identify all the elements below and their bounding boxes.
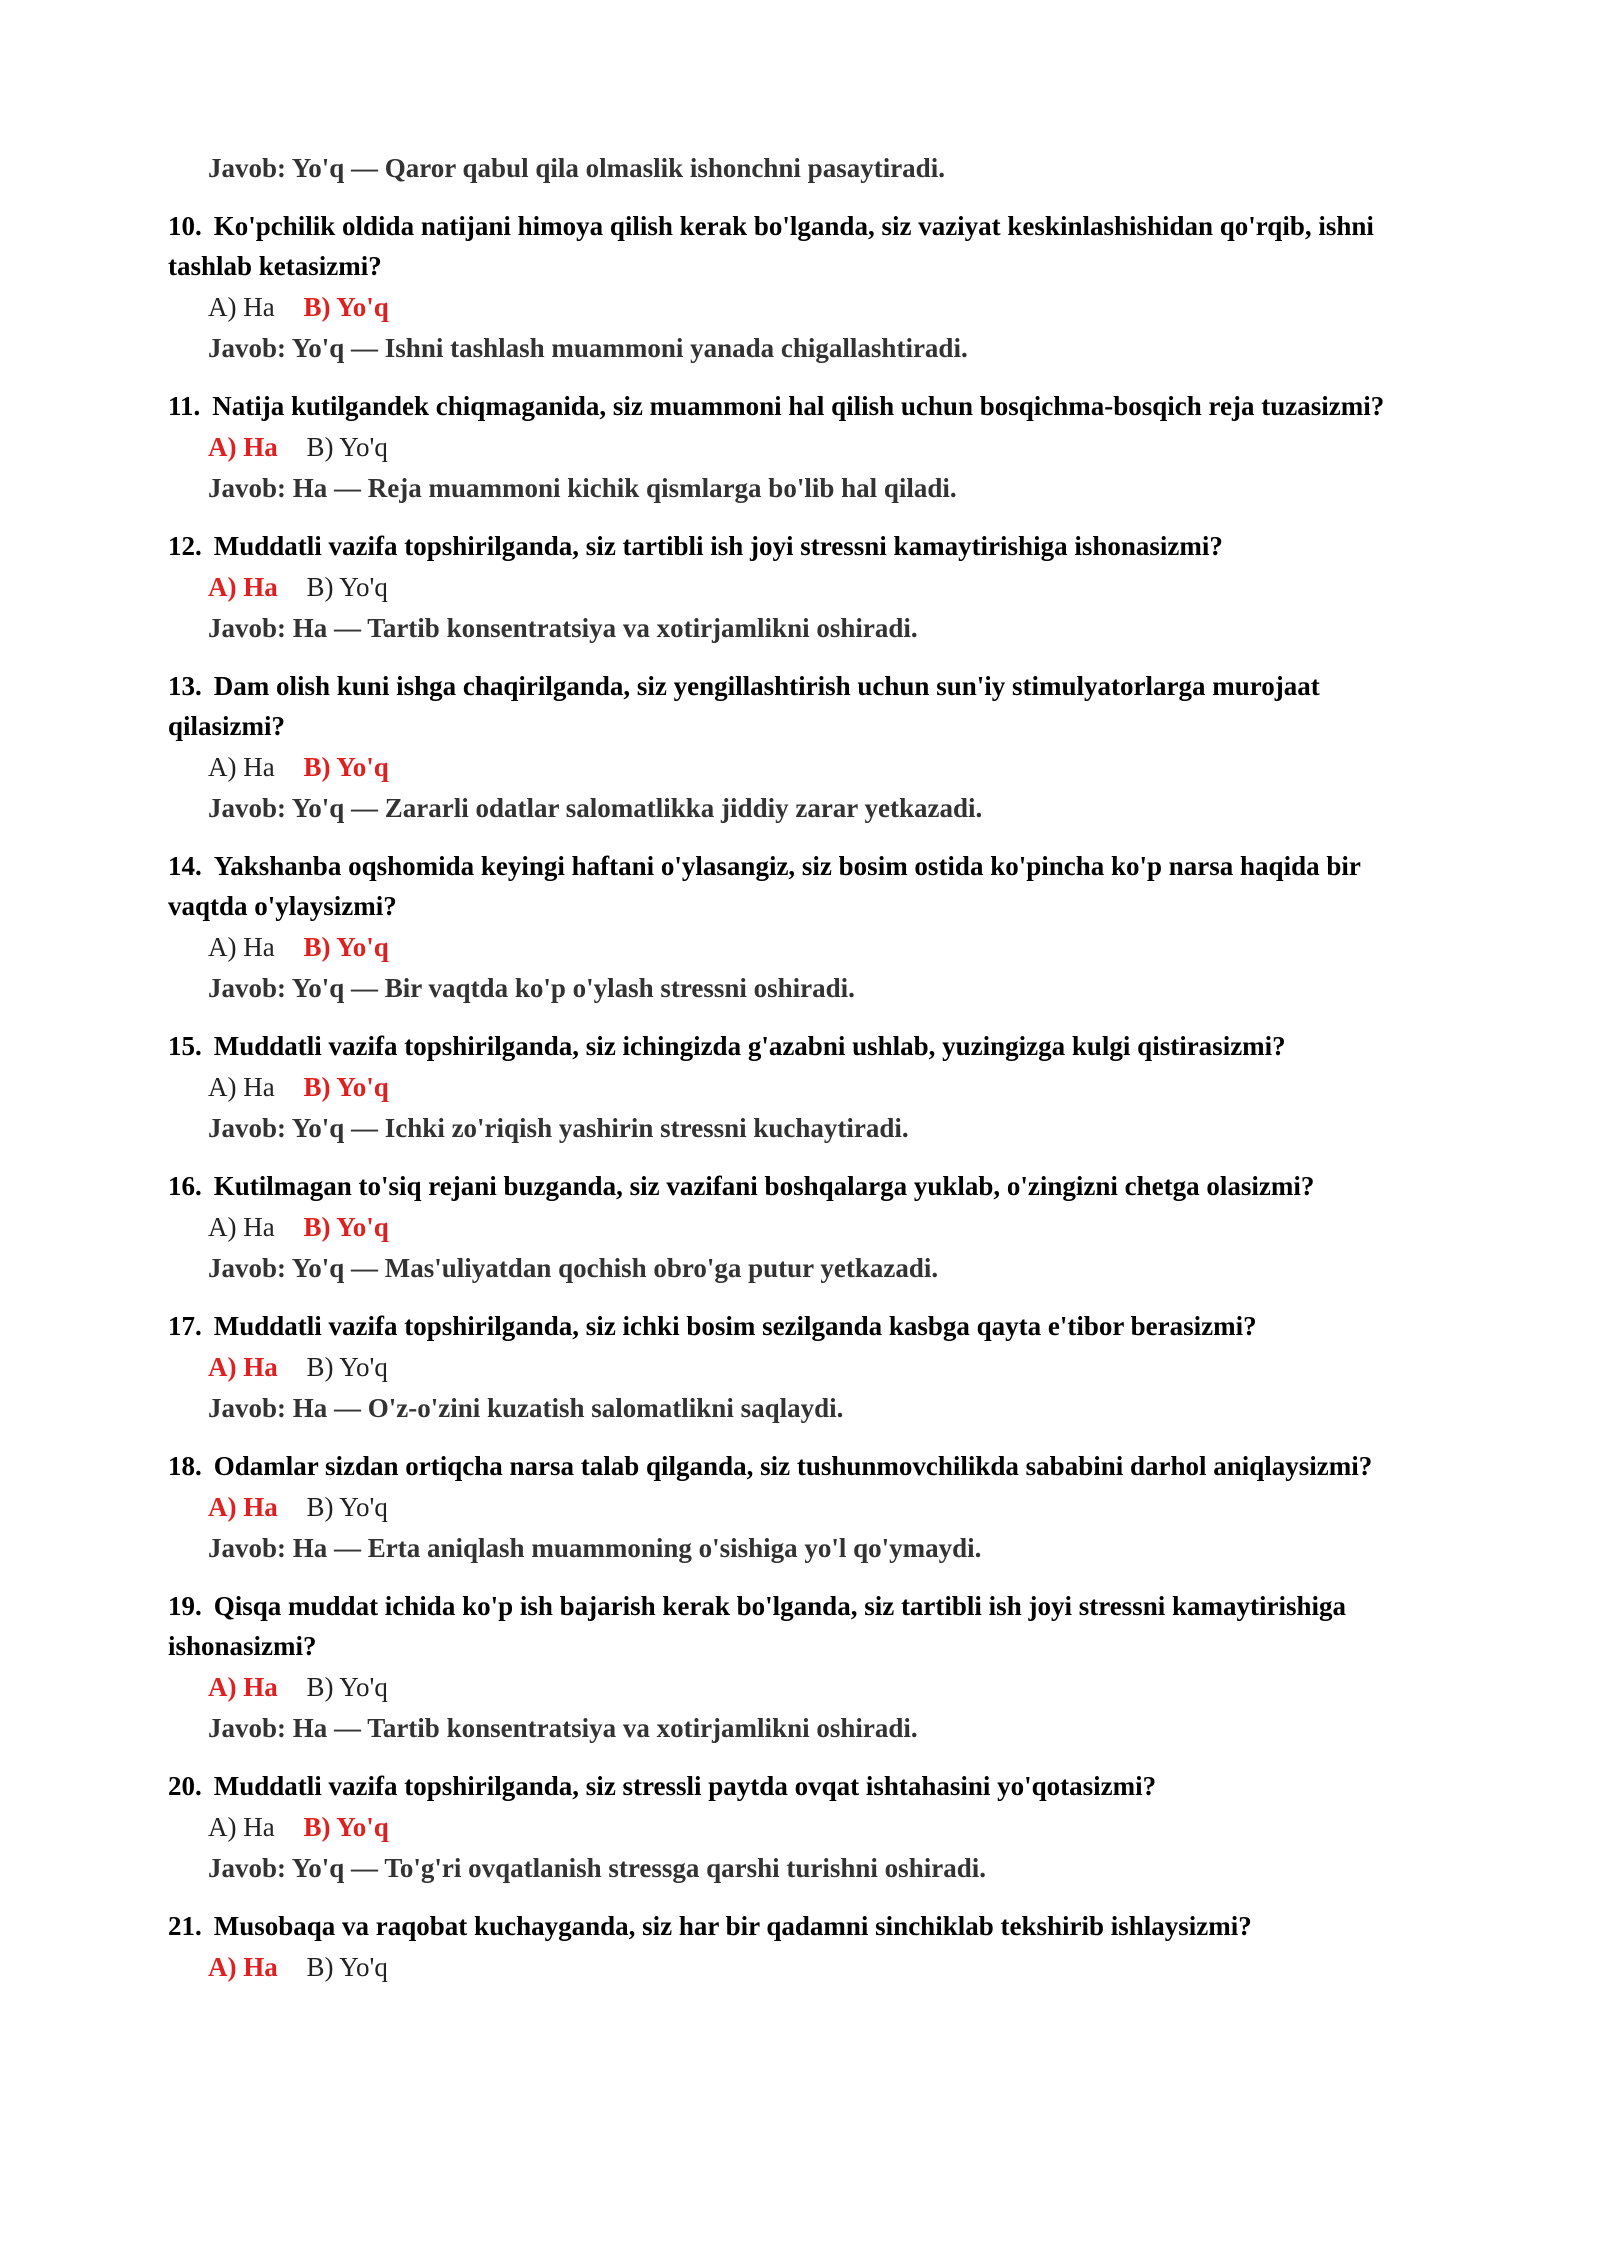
answer-value: Yo'q [291,333,345,363]
question-16 [168,1166,1438,1288]
answer-line [208,328,1438,368]
answer-dash: — [351,333,379,363]
question-body: Ko'pchilik oldida natijani himoya qilish kerak bo'lganda, siz vaziyat keskinlashishidan qo'rqib, ishni tashlab ketasizmi? [168,211,1374,281]
answer-line [208,1528,1438,1568]
answer-label: Javob: [208,1533,287,1563]
answer-value: Ha [292,613,328,643]
question-12 [168,526,1438,648]
question-17 [168,1306,1438,1428]
question-text [168,1906,1438,1946]
question-text [168,1166,1438,1206]
question-21 [168,1906,1438,1988]
option-b[interactable]: B) Yo'q [306,572,388,602]
answer-explanation: Zararli odatlar salomatlikka jiddiy zarar yetkazadi. [384,793,983,823]
answer-line [208,1848,1438,1888]
answer-dash: — [334,473,362,503]
answer-line [208,788,1438,828]
question-number: 14. [168,851,202,881]
answer-dash: — [351,1113,379,1143]
answer-dash: — [334,1533,362,1563]
options [208,926,1438,968]
answer-dash: — [351,1253,379,1283]
question-body: Odamlar sizdan ortiqcha narsa talab qilganda, siz tushunmovchilikda sababini darhol aniqlaysizmi? [213,1451,1373,1481]
answer-explanation: Mas'uliyatdan qochish obro'ga putur yetkazadi. [384,1253,939,1283]
question-text [168,1306,1438,1346]
answer-explanation: Tartib konsentratsiya va xotirjamlikni oshiradi. [367,1713,918,1743]
answer-value: Yo'q [291,1253,345,1283]
option-b-correct[interactable]: B) Yo'q [303,932,389,962]
option-a[interactable]: A) Ha [208,1812,275,1842]
option-b[interactable]: B) Yo'q [306,1672,388,1702]
question-number: 19. [168,1591,202,1621]
option-a[interactable]: A) Ha [208,292,275,322]
question-20 [168,1766,1438,1888]
answer-line [208,1708,1438,1748]
options [208,286,1438,328]
question-text [168,666,1438,746]
option-b-correct[interactable]: B) Yo'q [303,292,389,322]
answer-label: Javob: [208,613,287,643]
answer-value: Yo'q [291,793,345,823]
answer-line [208,1108,1438,1148]
answer-explanation: Ichki zo'riqish yashirin stressni kuchaytiradi. [384,1113,909,1143]
answer-value: Ha [292,1533,328,1563]
answer-explanation: O'z-o'zini kuzatish salomatlikni saqlaydi. [367,1393,844,1423]
options [208,1946,1438,1988]
options [208,1346,1438,1388]
option-b[interactable]: B) Yo'q [306,1352,388,1382]
answer-line [208,608,1438,648]
question-number: 21. [168,1911,202,1941]
answer-explanation: Ishni tashlash muammoni yanada chigallashtiradi. [384,333,968,363]
answer-line [208,1248,1438,1288]
question-number: 16. [168,1171,202,1201]
answer-value: Ha [292,1713,328,1743]
question-body: Musobaqa va raqobat kuchayganda, siz har bir qadamni sinchiklab tekshirib ishlaysizmi? [213,1911,1252,1941]
question-text [168,1446,1438,1486]
answer-line [208,468,1438,508]
question-body: Muddatli vazifa topshirilganda, siz ichingizda g'azabni ushlab, yuzingizga kulgi qistirasizmi? [213,1031,1286,1061]
options [208,1066,1438,1108]
question-body: Qisqa muddat ichida ko'p ish bajarish kerak bo'lganda, siz tartibli ish joyi stressni kamaytirishiga ishonasizmi? [168,1591,1346,1661]
options [208,1206,1438,1248]
question-text [168,1766,1438,1806]
question-body: Kutilmagan to'siq rejani buzganda, siz vazifani boshqalarga yuklab, o'zingizni chetga olasizmi? [213,1171,1315,1201]
answer-label: Javob: [208,333,287,363]
answer-label: Javob: [208,973,287,1003]
question-13 [168,666,1438,828]
answer-value: Yo'q [291,1853,345,1883]
question-text [168,1026,1438,1066]
answer-dash: — [351,1853,379,1883]
answer-explanation: Erta aniqlash muammoning o'sishiga yo'l qo'ymaydi. [367,1533,982,1563]
options [208,746,1438,788]
option-a-correct[interactable]: A) Ha [208,432,278,462]
answer-label: Javob: [208,1853,287,1883]
answer-dash: — [351,153,379,183]
question-10 [168,206,1438,368]
question-number: 20. [168,1771,202,1801]
option-b[interactable]: B) Yo'q [306,1952,388,1982]
option-b[interactable]: B) Yo'q [306,1492,388,1522]
question-text [168,206,1438,286]
question-18 [168,1446,1438,1568]
answer-line-9 [208,148,1438,188]
option-b-correct[interactable]: B) Yo'q [303,752,389,782]
option-b[interactable]: B) Yo'q [306,432,388,462]
question-body: Muddatli vazifa topshirilganda, siz tartibli ish joyi stressni kamaytirishiga ishonasizmi? [213,531,1223,561]
question-number: 12. [168,531,202,561]
options [208,1806,1438,1848]
question-11 [168,386,1438,508]
question-number: 11. [168,391,201,421]
options [208,426,1438,468]
option-b-correct[interactable]: B) Yo'q [303,1072,389,1102]
answer-label: Javob: [208,1113,287,1143]
answer-label: Javob: [208,793,287,823]
answer-explanation: Reja muammoni kichik qismlarga bo'lib hal qiladi. [367,473,957,503]
answer-explanation: Tartib konsentratsiya va xotirjamlikni oshiradi. [367,613,918,643]
option-a-correct[interactable]: A) Ha [208,1352,278,1382]
answer-value: Yo'q [291,973,345,1003]
answer-dash: — [334,1713,362,1743]
options [208,566,1438,608]
answer-dash: — [351,793,379,823]
answer-label: Javob: [208,1713,287,1743]
options [208,1666,1438,1708]
question-number: 10. [168,211,202,241]
option-a-correct[interactable]: A) Ha [208,572,278,602]
option-b-correct[interactable]: B) Yo'q [303,1812,389,1842]
question-text [168,1586,1438,1666]
answer-explanation: Bir vaqtda ko'p o'ylash stressni oshiradi. [384,973,855,1003]
answer-explanation: To'g'ri ovqatlanish stressga qarshi turishni oshiradi. [384,1853,986,1883]
question-14 [168,846,1438,1008]
option-a[interactable]: A) Ha [208,1212,275,1242]
answer-value: Ha [292,1393,328,1423]
question-body: Dam olish kuni ishga chaqirilganda, siz yengillashtirish uchun sun'iy stimulyatorlarga murojaat qilasizmi? [168,671,1320,741]
answer-dash: — [334,613,362,643]
document-page [168,148,1438,1988]
option-a-correct[interactable]: A) Ha [208,1492,278,1522]
question-text [168,846,1438,926]
question-body: Natija kutilgandek chiqmaganida, siz muammoni hal qilish uchun bosqichma-bosqich reja tuzasizmi? [212,391,1385,421]
answer-label: Javob: [208,1253,287,1283]
answer-value: Ha [292,473,328,503]
answer-label: Javob: [208,153,287,183]
option-a-correct[interactable]: A) Ha [208,1952,278,1982]
option-b-correct[interactable]: B) Yo'q [303,1212,389,1242]
answer-value: Yo'q [291,153,345,183]
question-15 [168,1026,1438,1148]
options [208,1486,1438,1528]
option-a[interactable]: A) Ha [208,1072,275,1102]
answer-dash: — [334,1393,362,1423]
option-a[interactable]: A) Ha [208,752,275,782]
question-number: 15. [168,1031,202,1061]
option-a-correct[interactable]: A) Ha [208,1672,278,1702]
question-number: 18. [168,1451,202,1481]
answer-value: Yo'q [291,1113,345,1143]
option-a[interactable]: A) Ha [208,932,275,962]
question-number: 13. [168,671,202,701]
answer-line [208,968,1438,1008]
question-body: Yakshanba oqshomida keyingi haftani o'ylasangiz, siz bosim ostida ko'pincha ko'p narsa haqida bir vaqtda o'ylaysizmi? [168,851,1361,921]
answer-label: Javob: [208,473,287,503]
answer-dash: — [351,973,379,1003]
question-text [168,526,1438,566]
answer-explanation: Qaror qabul qila olmaslik ishonchni pasaytiradi. [384,153,945,183]
question-body: Muddatli vazifa topshirilganda, siz stressli paytda ovqat ishtahasini yo'qotasizmi? [213,1771,1157,1801]
question-text [168,386,1438,426]
question-19 [168,1586,1438,1748]
question-number: 17. [168,1311,202,1341]
answer-line [208,1388,1438,1428]
question-body: Muddatli vazifa topshirilganda, siz ichki bosim sezilganda kasbga qayta e'tibor berasizmi? [213,1311,1257,1341]
answer-label: Javob: [208,1393,287,1423]
